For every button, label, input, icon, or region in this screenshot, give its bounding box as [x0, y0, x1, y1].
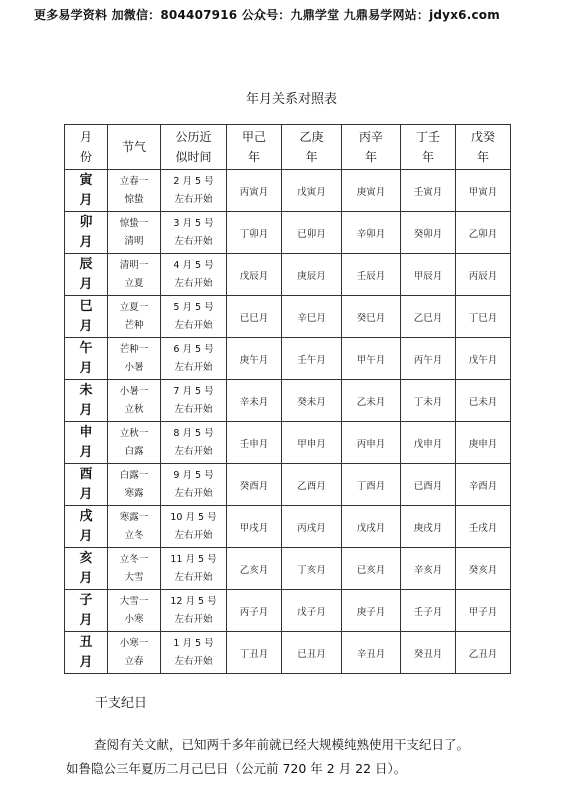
section-title: 干支纪日 — [95, 696, 148, 711]
month-pillar-cell: 丙子月 — [227, 590, 282, 632]
month-pillar-cell: 甲寅月 — [456, 170, 511, 212]
solar-term-cell: 白露一 寒露 — [108, 464, 161, 506]
solar-term-cell: 大雪一 小寒 — [108, 590, 161, 632]
month-pillar-cell: 已酉月 — [401, 464, 456, 506]
month-cell: 未 月 — [65, 380, 108, 422]
month-pillar-cell: 乙亥月 — [227, 548, 282, 590]
month-cell: 卯 月 — [65, 212, 108, 254]
month-pillar-cell: 庚子月 — [342, 590, 401, 632]
month-pillar-cell: 甲辰月 — [401, 254, 456, 296]
date-cell: 7 月 5 号 左右开始 — [161, 380, 227, 422]
month-cell: 丑 月 — [65, 632, 108, 674]
month-cell: 酉 月 — [65, 464, 108, 506]
month-pillar-cell: 已丑月 — [282, 632, 342, 674]
table-row — [65, 338, 511, 380]
month-pillar-cell: 戊子月 — [282, 590, 342, 632]
month-pillar-cell: 甲午月 — [342, 338, 401, 380]
month-pillar-cell: 戊辰月 — [227, 254, 282, 296]
header-bing-xin-year: 丙辛 年 — [342, 125, 401, 170]
month-pillar-cell: 丙寅月 — [227, 170, 282, 212]
body-paragraph — [66, 733, 576, 781]
solar-term-cell: 小暑一 立秋 — [108, 380, 161, 422]
month-pillar-cell: 已巳月 — [227, 296, 282, 338]
solar-term-cell: 立春一 惊蛰 — [108, 170, 161, 212]
month-pillar-cell: 乙卯月 — [456, 212, 511, 254]
header-solar-term: 节气 — [108, 125, 161, 170]
page-header: 更多易学资料 加微信：804407916 公众号：九鼎学堂 九鼎易学网站：jdyx6.com — [34, 8, 500, 22]
month-pillar-cell: 丙午月 — [401, 338, 456, 380]
month-cell: 巳 月 — [65, 296, 108, 338]
month-pillar-cell: 丁亥月 — [282, 548, 342, 590]
month-pillar-cell: 乙未月 — [342, 380, 401, 422]
table-row — [65, 422, 511, 464]
month-pillar-cell: 丙申月 — [342, 422, 401, 464]
month-pillar-cell: 乙巳月 — [401, 296, 456, 338]
month-pillar-cell: 癸巳月 — [342, 296, 401, 338]
header-yi-geng-year: 乙庚 年 — [282, 125, 342, 170]
header-month: 月 份 — [65, 125, 108, 170]
month-pillar-cell: 壬戌月 — [456, 506, 511, 548]
month-pillar-cell: 乙丑月 — [456, 632, 511, 674]
date-cell: 10 月 5 号 左右开始 — [161, 506, 227, 548]
year-month-table — [64, 124, 511, 674]
month-pillar-cell: 乙酉月 — [282, 464, 342, 506]
month-cell: 申 月 — [65, 422, 108, 464]
month-pillar-cell: 癸卯月 — [401, 212, 456, 254]
month-pillar-cell: 癸酉月 — [227, 464, 282, 506]
table-row — [65, 590, 511, 632]
month-cell: 辰 月 — [65, 254, 108, 296]
month-pillar-cell: 壬辰月 — [342, 254, 401, 296]
month-cell: 寅 月 — [65, 170, 108, 212]
table-row — [65, 380, 511, 422]
month-cell: 亥 月 — [65, 548, 108, 590]
solar-term-cell: 立夏一 芒种 — [108, 296, 161, 338]
date-cell: 5 月 5 号 左右开始 — [161, 296, 227, 338]
month-pillar-cell: 丙戌月 — [282, 506, 342, 548]
paragraph-line-2: 如鲁隐公三年夏历二月己巳日（公元前 720 年 2 月 22 日）。 — [66, 761, 407, 776]
month-pillar-cell: 辛巳月 — [282, 296, 342, 338]
paragraph-line-1: 查阅有关文献，已知两千多年前就已经大规模纯熟使用干支纪日了。 — [94, 737, 470, 752]
month-pillar-cell: 戊午月 — [456, 338, 511, 380]
month-pillar-cell: 戊戌月 — [342, 506, 401, 548]
header-gregorian-date: 公历近 似时间 — [161, 125, 227, 170]
solar-term-cell: 立冬一 大雪 — [108, 548, 161, 590]
month-pillar-cell: 壬寅月 — [401, 170, 456, 212]
month-cell: 午 月 — [65, 338, 108, 380]
month-pillar-cell: 壬申月 — [227, 422, 282, 464]
table-row — [65, 170, 511, 212]
header-ding-ren-year: 丁壬 年 — [401, 125, 456, 170]
header-wu-gui-year: 戊癸 年 — [456, 125, 511, 170]
date-cell: 8 月 5 号 左右开始 — [161, 422, 227, 464]
month-pillar-cell: 丁巳月 — [456, 296, 511, 338]
table-row — [65, 212, 511, 254]
date-cell: 6 月 5 号 左右开始 — [161, 338, 227, 380]
month-pillar-cell: 丁卯月 — [227, 212, 282, 254]
month-pillar-cell: 庚寅月 — [342, 170, 401, 212]
date-cell: 4 月 5 号 左右开始 — [161, 254, 227, 296]
solar-term-cell: 清明一 立夏 — [108, 254, 161, 296]
solar-term-cell: 立秋一 白露 — [108, 422, 161, 464]
month-pillar-cell: 已亥月 — [342, 548, 401, 590]
solar-term-cell: 芒种一 小暑 — [108, 338, 161, 380]
date-cell: 12 月 5 号 左右开始 — [161, 590, 227, 632]
month-pillar-cell: 戊寅月 — [282, 170, 342, 212]
table-row — [65, 632, 511, 674]
month-pillar-cell: 癸亥月 — [456, 548, 511, 590]
month-pillar-cell: 庚申月 — [456, 422, 511, 464]
month-pillar-cell: 辛亥月 — [401, 548, 456, 590]
month-pillar-cell: 庚辰月 — [282, 254, 342, 296]
table-row — [65, 506, 511, 548]
month-pillar-cell: 庚戌月 — [401, 506, 456, 548]
month-pillar-cell: 辛未月 — [227, 380, 282, 422]
month-pillar-cell: 壬午月 — [282, 338, 342, 380]
table-row — [65, 548, 511, 590]
solar-term-cell: 寒露一 立冬 — [108, 506, 161, 548]
month-pillar-cell: 丁丑月 — [227, 632, 282, 674]
month-pillar-cell: 癸未月 — [282, 380, 342, 422]
month-pillar-cell: 庚午月 — [227, 338, 282, 380]
date-cell: 11 月 5 号 左右开始 — [161, 548, 227, 590]
month-pillar-cell: 甲申月 — [282, 422, 342, 464]
month-pillar-cell: 甲子月 — [456, 590, 511, 632]
month-pillar-cell: 丁酉月 — [342, 464, 401, 506]
table-header-row — [65, 125, 511, 170]
month-pillar-cell: 辛丑月 — [342, 632, 401, 674]
month-pillar-cell: 壬子月 — [401, 590, 456, 632]
month-cell: 子 月 — [65, 590, 108, 632]
date-cell: 2 月 5 号 左右开始 — [161, 170, 227, 212]
header-jia-ji-year: 甲己 年 — [227, 125, 282, 170]
month-pillar-cell: 戊申月 — [401, 422, 456, 464]
table-row — [65, 254, 511, 296]
month-pillar-cell: 丁未月 — [401, 380, 456, 422]
table-row — [65, 296, 511, 338]
date-cell: 9 月 5 号 左右开始 — [161, 464, 227, 506]
solar-term-cell: 惊蛰一 清明 — [108, 212, 161, 254]
month-pillar-cell: 癸丑月 — [401, 632, 456, 674]
month-pillar-cell: 甲戌月 — [227, 506, 282, 548]
month-pillar-cell: 丙辰月 — [456, 254, 511, 296]
month-pillar-cell: 辛卯月 — [342, 212, 401, 254]
date-cell: 3 月 5 号 左右开始 — [161, 212, 227, 254]
table-title: 年月关系对照表 — [245, 92, 337, 107]
solar-term-cell: 小寒一 立春 — [108, 632, 161, 674]
month-pillar-cell: 已卯月 — [282, 212, 342, 254]
month-cell: 戌 月 — [65, 506, 108, 548]
month-pillar-cell: 已未月 — [456, 380, 511, 422]
month-pillar-cell: 辛酉月 — [456, 464, 511, 506]
table-row — [65, 464, 511, 506]
date-cell: 1 月 5 号 左右开始 — [161, 632, 227, 674]
